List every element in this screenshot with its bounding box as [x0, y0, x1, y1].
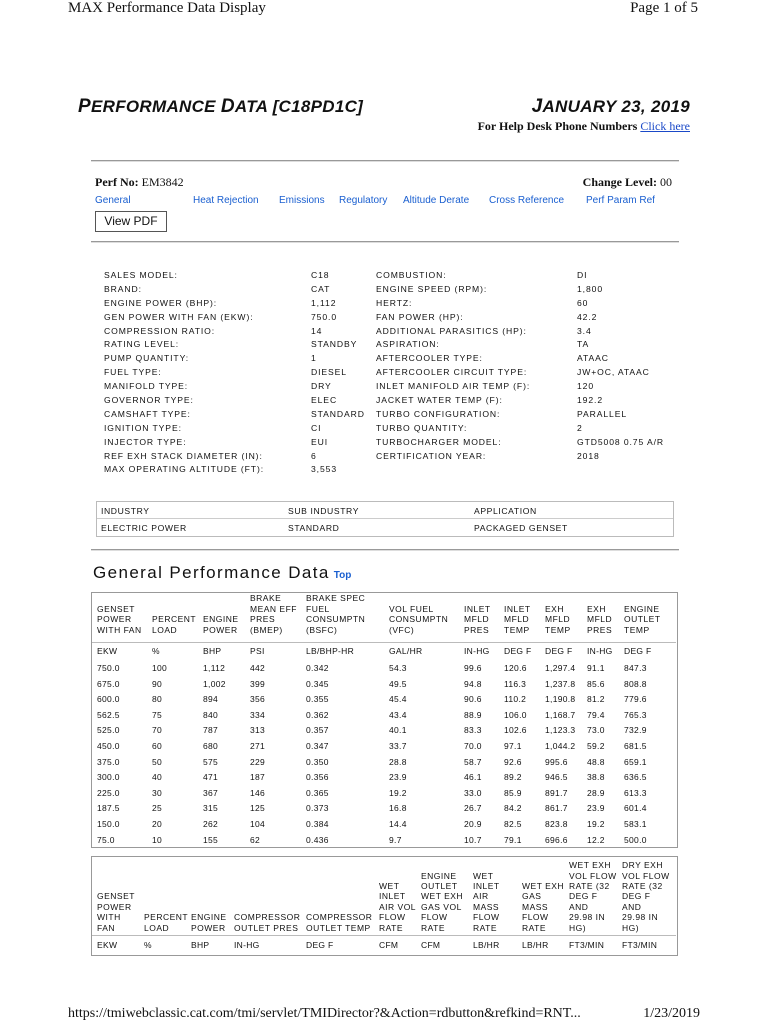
spec-label: BRAND:: [104, 283, 142, 294]
table-cell: 88.9: [464, 709, 482, 720]
table-cell: 681.5: [624, 741, 647, 751]
divider: [91, 160, 679, 162]
table-cell: 43.4: [389, 709, 407, 720]
nav-cross-reference-link[interactable]: Cross Reference: [489, 195, 565, 206]
table-cell: 150.0: [97, 819, 120, 829]
table-cell: 25: [152, 803, 163, 814]
column-header: INLET MFLD PRES: [464, 603, 491, 635]
table-cell: 995.6: [545, 756, 568, 767]
table-cell: 73.0: [587, 725, 605, 736]
spec-value: 3,553: [311, 464, 338, 475]
spec-value: 1: [311, 353, 317, 364]
print-date: 1/23/2019: [643, 1006, 700, 1021]
table-cell: 450.0: [97, 741, 120, 751]
table-cell: 30: [152, 787, 163, 798]
table-cell: 102.6: [504, 725, 527, 736]
spec-value: 2018: [577, 450, 600, 461]
table-cell: 120.6: [504, 663, 527, 673]
page-url: https://tmiwebclassic.cat.com/tmi/servlet/TMIDirector?&Action=rdbutton&refkind=RNT...: [68, 1006, 581, 1021]
table-cell: 367: [203, 787, 219, 798]
spec-label: CAMSHAFT TYPE:: [104, 408, 191, 419]
spec-value: 60: [577, 297, 589, 308]
table-cell: 375.0: [97, 756, 120, 767]
spec-label: ENGINE SPEED (RPM):: [376, 283, 488, 294]
table-cell: 225.0: [97, 787, 120, 798]
table-cell: 732.9: [624, 725, 647, 736]
spec-label: RATING LEVEL:: [104, 339, 180, 350]
unit-cell: IN-HG: [464, 646, 490, 656]
table-cell: 575: [203, 756, 219, 767]
table-cell: 808.8: [624, 678, 647, 689]
column-header: ENGINE OUTLET TEMP: [624, 603, 661, 635]
table-cell: 40.1: [389, 725, 407, 736]
spec-label: FAN POWER (HP):: [376, 311, 464, 322]
table-cell: 1,002: [203, 678, 226, 689]
table-cell: 1,044.2: [545, 741, 576, 751]
spec-value: 1,112: [311, 297, 337, 308]
table-cell: 562.5: [97, 709, 120, 720]
table-cell: 20: [152, 819, 163, 829]
table-cell: 315: [203, 803, 219, 814]
table-cell: 271: [250, 741, 266, 751]
unit-cell: DEG F: [545, 646, 573, 656]
table-cell: 187: [250, 772, 266, 783]
nav-emissions-link[interactable]: Emissions: [279, 195, 325, 206]
spec-value: 750.0: [311, 311, 338, 322]
table-cell: 1,168.7: [545, 709, 576, 720]
unit-cell: CFM: [421, 940, 441, 950]
spec-label: JACKET WATER TEMP (F):: [376, 395, 503, 406]
table-cell: 1,237.8: [545, 678, 576, 689]
spec-label: ASPIRATION:: [376, 339, 440, 350]
table-cell: 0.365: [306, 787, 329, 798]
table-cell: 20.9: [464, 819, 482, 829]
table-cell: 33.0: [464, 787, 482, 798]
divider: [91, 241, 679, 243]
table-cell: 106.0: [504, 709, 527, 720]
spec-label: AFTERCOOLER TYPE:: [376, 353, 483, 364]
spec-value: EUI: [311, 436, 329, 447]
help-line: [478, 119, 690, 134]
table-cell: 28.9: [587, 787, 605, 798]
table-cell: 0.347: [306, 741, 329, 751]
table-cell: 0.355: [306, 694, 329, 705]
table-cell: 91.1: [587, 663, 605, 673]
table-cell: 75.0: [97, 834, 115, 845]
spec-value: CI: [311, 422, 322, 433]
table-cell: 750.0: [97, 663, 120, 673]
unit-cell: DEG F: [504, 646, 532, 656]
browser-page-title: MAX Performance Data Display: [68, 0, 266, 16]
divider: [91, 549, 679, 551]
nav-general-link[interactable]: General: [95, 195, 131, 206]
spec-label: TURBOCHARGER MODEL:: [376, 436, 502, 447]
unit-cell: LB/HR: [522, 940, 549, 950]
spec-label: PUMP QUANTITY:: [104, 353, 190, 364]
column-header: WET INLET AIR VOL FLOW RATE: [379, 881, 417, 933]
table-cell: 442: [250, 663, 266, 673]
table-cell: 0.350: [306, 756, 329, 767]
column-header: WET EXH VOL FLOW RATE (32 DEG F AND 29.98 IN HG): [569, 860, 617, 933]
table-cell: 1,112: [203, 663, 226, 673]
spec-value: PARALLEL: [577, 408, 628, 419]
table-cell: 104: [250, 819, 266, 829]
spec-label: COMPRESSION RATIO:: [104, 325, 216, 336]
column-header: GENSET POWER WITH FAN: [97, 603, 142, 635]
spec-value: DI: [577, 270, 588, 280]
table-cell: 85.6: [587, 678, 605, 689]
table-cell: 600.0: [97, 694, 120, 705]
spec-value: 3.4: [577, 325, 592, 336]
table-cell: 9.7: [389, 834, 402, 845]
unit-cell: LB/HR: [473, 940, 500, 950]
nav-perf-param-ref-link[interactable]: Perf Param Ref: [586, 195, 655, 206]
table-cell: 155: [203, 834, 219, 845]
table-cell: 116.3: [504, 678, 527, 689]
spec-label: SALES MODEL:: [104, 270, 178, 280]
spec-label: INJECTOR TYPE:: [104, 436, 187, 447]
table-cell: 10: [152, 834, 163, 845]
column-header: EXH MFLD TEMP: [545, 603, 571, 635]
nav-heat-rejection-link[interactable]: Heat Rejection: [193, 195, 259, 206]
table-cell: 861.7: [545, 803, 568, 814]
table-cell: 659.1: [624, 756, 647, 767]
application-header: APPLICATION: [474, 506, 537, 516]
spec-label: GEN POWER WITH FAN (EKW):: [104, 311, 254, 322]
column-header: WET EXH GAS MASS FLOW RATE: [522, 881, 565, 933]
performance-title: PERFORMANCE DATA [C18PD1C]: [78, 96, 364, 117]
table-cell: 90.6: [464, 694, 482, 705]
column-header: ENGINE OUTLET WET EXH GAS VOL FLOW RATE: [421, 870, 464, 933]
column-header: PERCENT LOAD: [152, 614, 197, 635]
table-cell: 262: [203, 819, 219, 829]
table-cell: 82.5: [504, 819, 522, 829]
spec-value: TA: [577, 339, 590, 350]
table-cell: 62: [250, 834, 261, 845]
table-cell: 12.2: [587, 834, 605, 845]
table-cell: 891.7: [545, 787, 568, 798]
specs-right-values: [577, 269, 664, 463]
table-cell: 81.2: [587, 694, 605, 705]
table-cell: 0.345: [306, 678, 329, 689]
industry-table: [96, 501, 674, 537]
column-header: WET INLET AIR MASS FLOW RATE: [473, 870, 500, 933]
table-cell: 840: [203, 709, 219, 720]
specs-left-labels: [104, 269, 264, 477]
unit-cell: EKW: [97, 646, 118, 656]
table-cell: 399: [250, 678, 266, 689]
table-cell: 99.6: [464, 663, 482, 673]
specs-right-labels: [376, 269, 530, 463]
table-cell: 46.1: [464, 772, 482, 783]
table-cell: 0.436: [306, 834, 329, 845]
table-cell: 70: [152, 725, 163, 736]
spec-label: FUEL TYPE:: [104, 367, 162, 378]
perf-number: Perf No: EM3842: [95, 175, 184, 189]
unit-cell: FT3/MIN: [622, 940, 658, 950]
table-cell: 85.9: [504, 787, 522, 798]
unit-cell: GAL/HR: [389, 646, 423, 656]
section-title: General Performance Data Top: [93, 563, 352, 582]
table-cell: 49.5: [389, 678, 407, 689]
table-cell: 100: [152, 663, 168, 673]
table-cell: 779.6: [624, 694, 647, 705]
table-cell: 90: [152, 678, 163, 689]
table-cell: 696.6: [545, 834, 568, 845]
table-cell: 0.357: [306, 725, 329, 736]
column-header: COMPRESSOR OUTLET PRES: [234, 912, 301, 933]
industry-header: INDUSTRY: [101, 506, 150, 516]
table-cell: 601.4: [624, 803, 647, 814]
table-cell: 26.7: [464, 803, 482, 814]
table-cell: 19.2: [389, 787, 407, 798]
column-header: PERCENT LOAD: [144, 912, 189, 933]
spec-value: GTD5008 0.75 A/R: [577, 436, 665, 447]
table-cell: 125: [250, 803, 266, 814]
table-cell: 28.8: [389, 756, 407, 767]
unit-cell: EKW: [97, 940, 118, 950]
spec-value: DRY: [311, 381, 332, 392]
spec-value: C18: [311, 270, 330, 280]
spec-label: MANIFOLD TYPE:: [104, 381, 189, 392]
table-cell: 94.8: [464, 678, 482, 689]
performance-date: JANUARY 23, 2019: [531, 96, 690, 117]
unit-cell: CFM: [379, 940, 399, 950]
table-cell: 765.3: [624, 709, 647, 720]
table-cell: 40: [152, 772, 163, 783]
table-cell: 58.7: [464, 756, 482, 767]
table-cell: 84.2: [504, 803, 522, 814]
spec-label: ADDITIONAL PARASITICS (HP):: [376, 325, 527, 336]
column-header: EXH MFLD PRES: [587, 603, 613, 635]
spec-value: 1,800: [577, 283, 604, 294]
table-cell: 300.0: [97, 772, 120, 783]
spec-label: TURBO CONFIGURATION:: [376, 408, 501, 419]
column-header: BRAKE MEAN EFF PRES (BMEP): [250, 593, 297, 635]
table-cell: 38.8: [587, 772, 605, 783]
table-cell: 146: [250, 787, 266, 798]
table-cell: 0.342: [306, 663, 329, 673]
spec-value: JW+OC, ATAAC: [577, 367, 650, 378]
table-cell: 79.4: [587, 709, 605, 720]
spec-label: CERTIFICATION YEAR:: [376, 450, 487, 461]
table-cell: 75: [152, 709, 163, 720]
table-divider: [92, 642, 676, 643]
table-cell: 23.9: [389, 772, 407, 783]
nav-altitude-derate-link[interactable]: Altitude Derate: [403, 195, 470, 206]
table-cell: 636.5: [624, 772, 647, 783]
spec-label: ENGINE POWER (BHP):: [104, 297, 218, 308]
specs-left-values: [311, 269, 365, 477]
table-cell: 229: [250, 756, 266, 767]
unit-cell: %: [144, 940, 152, 950]
table-cell: 110.2: [504, 694, 527, 705]
table-cell: 60: [152, 741, 163, 751]
table-cell: 500.0: [624, 834, 647, 845]
unit-cell: %: [152, 646, 160, 656]
spec-value: 14: [311, 325, 323, 336]
column-header: ENGINE POWER: [203, 614, 239, 635]
table-cell: 1,297.4: [545, 663, 576, 673]
table-cell: 10.7: [464, 834, 482, 845]
table-cell: 19.2: [587, 819, 605, 829]
column-header: GENSET POWER WITH FAN: [97, 891, 135, 933]
spec-value: STANDBY: [311, 339, 358, 350]
table-cell: 187.5: [97, 803, 120, 814]
help-text: For Help Desk Phone Numbers: [477, 119, 638, 133]
unit-cell: LB/BHP-HR: [306, 646, 355, 656]
spec-value: ELEC: [311, 395, 338, 406]
application-value: PACKAGED GENSET: [474, 523, 568, 533]
table-cell: 1,190.8: [545, 694, 576, 705]
table-cell: 70.0: [464, 741, 482, 751]
spec-value: 2: [577, 422, 583, 433]
table-divider: [92, 935, 676, 936]
unit-cell: BHP: [203, 646, 222, 656]
help-link[interactable]: Click here: [640, 119, 690, 133]
spec-label: MAX OPERATING ALTITUDE (FT):: [104, 464, 265, 475]
change-level: Change Level: 00: [582, 175, 672, 189]
column-header: INLET MFLD TEMP: [504, 603, 531, 635]
table-cell: 0.362: [306, 709, 329, 720]
table-cell: 0.373: [306, 803, 329, 814]
table-cell: 613.3: [624, 787, 647, 798]
table-cell: 79.1: [504, 834, 522, 845]
industry-value: ELECTRIC POWER: [101, 523, 187, 533]
table-cell: 33.7: [389, 741, 407, 751]
spec-label: GOVERNOR TYPE:: [104, 395, 194, 406]
unit-cell: DEG F: [306, 940, 334, 950]
column-header: VOL FUEL CONSUMPTN (VFC): [389, 603, 449, 635]
column-header: BRAKE SPEC FUEL CONSUMPTN (BSFC): [306, 593, 366, 635]
unit-cell: DEG F: [624, 646, 652, 656]
table-cell: 1,123.3: [545, 725, 576, 736]
spec-label: INLET MANIFOLD AIR TEMP (F):: [376, 381, 531, 392]
table-cell: 14.4: [389, 819, 407, 829]
table-cell: 16.8: [389, 803, 407, 814]
table-cell: 313: [250, 725, 266, 736]
table-cell: 0.356: [306, 772, 329, 783]
table-cell: 54.3: [389, 663, 407, 673]
unit-cell: PSI: [250, 646, 265, 656]
spec-value: DIESEL: [311, 367, 347, 378]
table-cell: 894: [203, 694, 219, 705]
table-cell: 83.3: [464, 725, 482, 736]
unit-cell: FT3/MIN: [569, 940, 605, 950]
table-cell: 675.0: [97, 678, 120, 689]
table-cell: 48.8: [587, 756, 605, 767]
table-cell: 89.2: [504, 772, 522, 783]
sub-industry-value: STANDARD: [288, 523, 340, 533]
spec-value: 192.2: [577, 395, 604, 406]
unit-cell: IN-HG: [234, 940, 260, 950]
table-cell: 50: [152, 756, 163, 767]
table-cell: 680: [203, 741, 219, 751]
spec-label: TURBO QUANTITY:: [376, 422, 468, 433]
table-cell: 823.8: [545, 819, 568, 829]
spec-label: COMBUSTION:: [376, 270, 447, 280]
table-cell: 59.2: [587, 741, 605, 751]
spec-value: ATAAC: [577, 353, 609, 364]
table-cell: 80: [152, 694, 163, 705]
table-cell: 946.5: [545, 772, 568, 783]
column-header: COMPRESSOR OUTLET TEMP: [306, 912, 373, 933]
table-cell: 356: [250, 694, 266, 705]
table-cell: 334: [250, 709, 266, 720]
column-header: ENGINE POWER: [191, 912, 227, 933]
spec-value: CAT: [311, 283, 331, 294]
spec-label: HERTZ:: [376, 297, 413, 308]
column-header: DRY EXH VOL FLOW RATE (32 DEG F AND 29.98 IN HG): [622, 860, 670, 933]
spec-value: 120: [577, 381, 595, 392]
table-cell: 23.9: [587, 803, 605, 814]
table-cell: 525.0: [97, 725, 120, 736]
table-cell: 97.1: [504, 741, 522, 751]
page-count: Page 1 of 5: [630, 0, 698, 16]
table-cell: 583.1: [624, 819, 647, 829]
top-link[interactable]: Top: [333, 570, 352, 581]
spec-label: IGNITION TYPE:: [104, 422, 182, 433]
spec-label: REF EXH STACK DIAMETER (IN):: [104, 450, 263, 461]
spec-value: 42.2: [577, 311, 598, 322]
spec-value: 6: [311, 450, 317, 461]
table-cell: 847.3: [624, 663, 647, 673]
unit-cell: IN-HG: [587, 646, 613, 656]
table-cell: 787: [203, 725, 219, 736]
view-pdf-button[interactable]: View PDF: [95, 211, 167, 232]
spec-label: AFTERCOOLER CIRCUIT TYPE:: [376, 367, 528, 378]
sub-industry-header: SUB INDUSTRY: [288, 506, 360, 516]
table-cell: 471: [203, 772, 219, 783]
table-cell: 0.384: [306, 819, 329, 829]
table-cell: 92.6: [504, 756, 522, 767]
spec-value: STANDARD: [311, 408, 365, 419]
table-cell: 45.4: [389, 694, 407, 705]
nav-regulatory-link[interactable]: Regulatory: [339, 195, 388, 206]
unit-cell: BHP: [191, 940, 210, 950]
